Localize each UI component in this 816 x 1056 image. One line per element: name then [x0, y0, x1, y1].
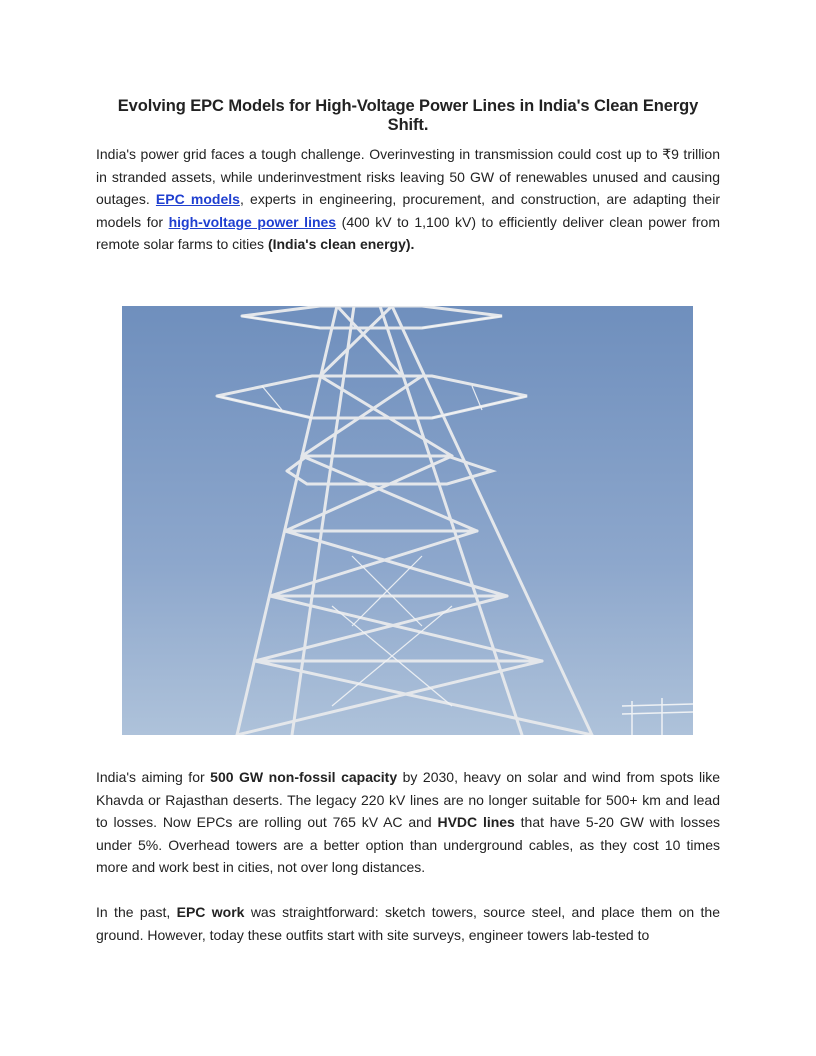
- intro-text-1: India's power grid faces a tough challenge. Overinvesting in transmission could cost up to ₹9 trillion in stranded assets, while underinvestment risks leaving 50 GW of renewables unused and causing outages.: [96, 146, 720, 208]
- para2-bold-2: HVDC lines: [437, 814, 515, 831]
- epc-models-link[interactable]: EPC models: [155, 191, 240, 208]
- para2-bold-1: 500 GW non-fossil capacity: [210, 769, 398, 785]
- para3-bold-1: EPC work: [176, 904, 245, 920]
- para2-text-2: by 2030, heavy on solar and wind from spots like Khavda or Rajasthan deserts. The legacy 220 kV lines are no longer suitable for 500+ km and lead to losses. Now EPCs are rolling out 765 kV AC and: [96, 769, 720, 831]
- intro-text-2: , experts in engineering, procurement, and construction, are adapting their models for: [96, 191, 720, 230]
- transmission-tower-illustration: [122, 306, 693, 735]
- para3-text-1: In the past,: [96, 904, 177, 920]
- intro-text-3: (400 kV to 1,100 kV) to efficiently deliver clean power from remote solar farms to cities: [96, 213, 720, 253]
- intro-paragraph: [96, 143, 720, 256]
- page-title: Evolving EPC Models for High-Voltage Power Lines in India's Clean Energy Shift.: [117, 97, 699, 134]
- para2-text-3: that have 5-20 GW with losses under 5%. Overhead towers are a better option than underground cables, as they cost 10 times more and work best in cities, not over long distances.: [96, 814, 720, 876]
- transmission-tower-photo: [122, 306, 693, 735]
- intro-bold-1: (India's clean energy).: [267, 236, 415, 253]
- para3-text-2: was straightforward: sketch towers, source steel, and place them on the ground. However, today these outfits start with site surveys, engineer towers lab-tested to: [96, 904, 720, 943]
- epc-work-paragraph: [96, 901, 720, 946]
- para2-text-1: India's aiming for: [96, 769, 211, 785]
- high-voltage-power-lines-link[interactable]: high-voltage power lines: [168, 213, 337, 230]
- sky-background: [122, 306, 693, 735]
- capacity-paragraph: [96, 766, 720, 879]
